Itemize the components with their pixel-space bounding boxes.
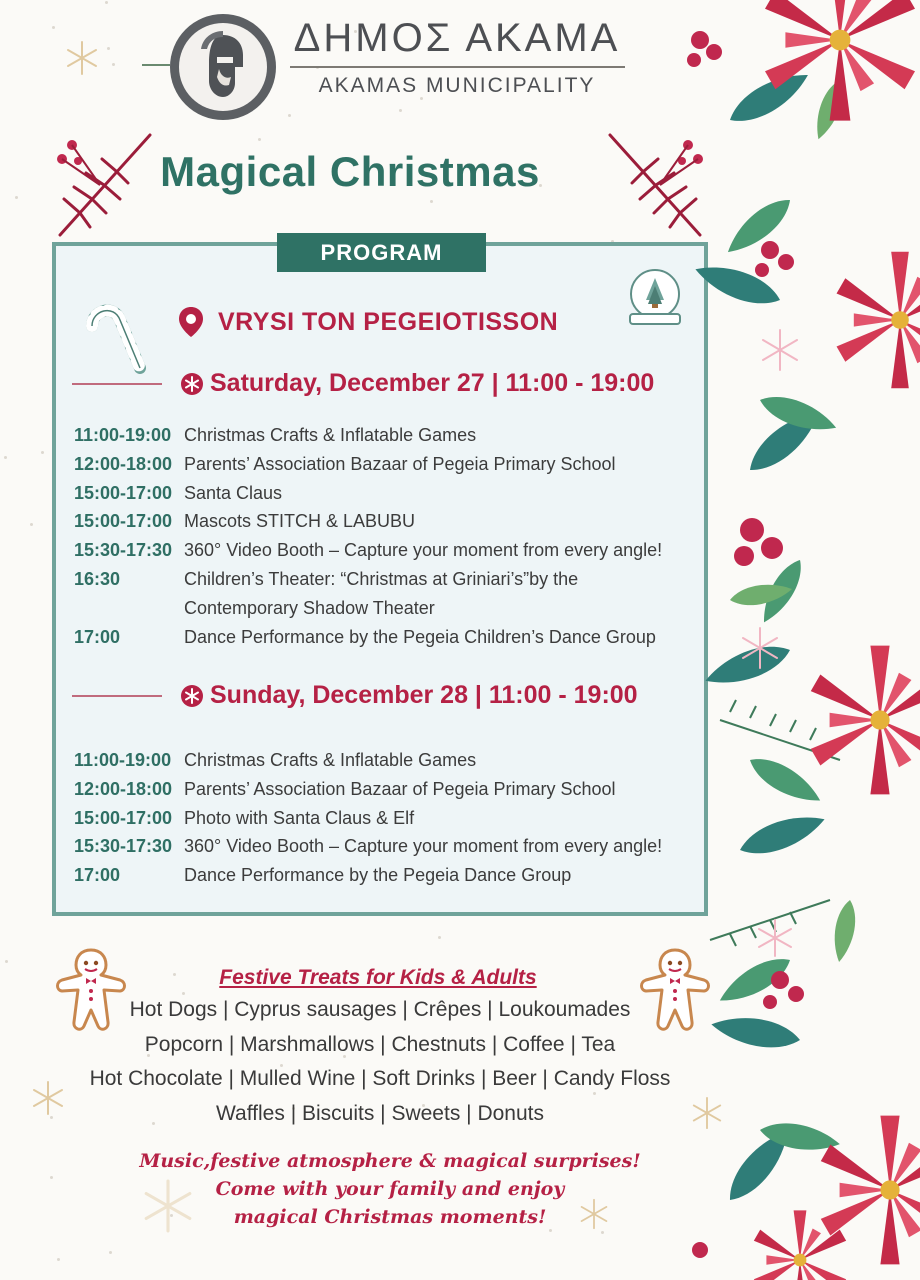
page-title: Magical Christmas: [160, 148, 540, 195]
event-description: Christmas Crafts & Inflatable Games: [184, 750, 477, 770]
background-speck: [50, 1176, 53, 1179]
logo-rule-left: [142, 64, 170, 66]
day-heading-sunday: [72, 681, 638, 710]
candy-cane-icon: [80, 298, 150, 378]
snowflake-badge-icon: [180, 684, 204, 708]
schedule-row: [74, 536, 694, 565]
event-description: Parents’ Association Bazaar of Pegeia Primary School: [184, 778, 616, 799]
event-time: 15:30-17:30: [74, 836, 173, 857]
municipality-name-greek: ΔΗΜΟΣ ΑΚΑΜΑ: [293, 16, 621, 60]
treats-line: Popcorn | Marshmallows | Chestnuts | Coffee | Tea: [144, 1033, 616, 1056]
closing-line: Come with your family and enjoy: [215, 1178, 565, 1200]
closing-line: magical Christmas moments!: [233, 1206, 547, 1228]
venue-name: VRYSI TON PEGEIOTISSON: [218, 307, 559, 336]
schedule-row: [74, 623, 694, 652]
schedule-row: [74, 804, 694, 833]
event-description: 360° Video Booth – Capture your moment from every angle!: [184, 836, 663, 857]
background-speck: [593, 1092, 596, 1095]
venue: [178, 306, 558, 338]
event-time: 17:00: [74, 865, 121, 886]
background-speck: [4, 456, 7, 459]
snowflake-icon: [64, 40, 100, 76]
background-speck: [112, 63, 115, 66]
day-heading-text: Sunday, December 28 | 11:00 - 19:00: [210, 681, 638, 709]
gingerbread-man-left-icon: [50, 944, 132, 1036]
day-heading-saturday: [72, 369, 654, 398]
background-speck: [41, 451, 44, 454]
snowflake-icon: [578, 1198, 610, 1230]
event-time: 15:00-17:00: [74, 807, 173, 828]
background-speck: [601, 1231, 604, 1234]
background-speck: [399, 109, 402, 112]
schedule-row: [74, 746, 694, 775]
background-speck: [182, 992, 185, 995]
background-speck: [438, 936, 441, 939]
event-description: Christmas Crafts & Inflatable Games: [184, 425, 477, 445]
poinsettia-holly-border: [640, 0, 920, 1280]
event-time: 15:00-17:00: [74, 482, 173, 503]
background-speck: [107, 47, 110, 50]
background-speck: [15, 196, 18, 199]
day-divider: [72, 695, 162, 697]
event-description: Dance Performance by the Pegeia Children’s Dance Group: [184, 626, 656, 647]
background-speck: [105, 1, 108, 4]
event-description: Children’s Theater: “Christmas at Griniari’s”by the Contemporary Shadow Theater: [184, 568, 579, 618]
event-description: 360° Video Booth – Capture your moment from every angle!: [184, 540, 663, 561]
background-speck: [430, 200, 433, 203]
location-pin-icon: [178, 306, 204, 338]
background-speck: [258, 138, 261, 141]
event-description: Photo with Santa Claus & Elf: [184, 807, 415, 828]
treats-line: Hot Dogs | Cyprus sausages | Crêpes | Loukoumades: [129, 998, 631, 1021]
event-time: 11:00-19:00: [74, 425, 172, 445]
event-time: 16:30: [74, 568, 121, 589]
event-time: 15:30-17:30: [74, 540, 173, 561]
event-description: Santa Claus: [184, 482, 283, 503]
program-tab: PROGRAM: [277, 233, 486, 272]
schedule-row: [74, 421, 694, 450]
treats-title: Festive Treats for Kids & Adults: [219, 966, 537, 989]
schedule-row: [74, 832, 694, 861]
background-speck: [52, 26, 55, 29]
treats-line: Hot Chocolate | Mulled Wine | Soft Drinks | Beer | Candy Floss: [89, 1067, 671, 1090]
snowflake-badge-icon: [180, 372, 204, 396]
background-speck: [173, 973, 176, 976]
municipality-name-english: AKAMAS MUNICIPALITY: [318, 74, 596, 97]
background-speck: [57, 1258, 60, 1261]
event-time: 12:00-18:00: [74, 778, 173, 799]
schedule-row: [74, 479, 694, 508]
snowflake-icon: [140, 1178, 196, 1234]
event-time: 11:00-19:00: [74, 750, 172, 770]
schedule-row: [74, 775, 694, 804]
background-speck: [30, 523, 33, 526]
warrior-helmet-icon: [183, 27, 263, 107]
event-description: Dance Performance by the Pegeia Dance Group: [184, 865, 572, 886]
event-description: Parents’ Association Bazaar of Pegeia Primary School: [184, 453, 616, 474]
schedule-row: [74, 507, 694, 536]
background-speck: [5, 960, 8, 963]
municipality-rule: [290, 66, 625, 68]
schedule-row: [74, 861, 694, 890]
day-divider: [72, 383, 162, 385]
event-time: 17:00: [74, 626, 121, 647]
treats-line: Waffles | Biscuits | Sweets | Donuts: [216, 1102, 544, 1125]
background-speck: [109, 1251, 112, 1254]
snowflake-icon: [30, 1080, 66, 1116]
event-time: 15:00-17:00: [74, 511, 173, 532]
closing-line: Music,festive atmosphere & magical surprises!: [139, 1150, 641, 1172]
day-heading-text: Saturday, December 27 | 11:00 - 19:00: [210, 369, 655, 397]
event-description: Mascots STITCH & LABUBU: [184, 511, 416, 532]
schedule-row: [74, 565, 694, 623]
municipality-logo: [170, 14, 276, 120]
schedule-saturday: [74, 421, 694, 651]
background-speck: [549, 1229, 552, 1232]
background-speck: [288, 114, 291, 117]
schedule-row: [74, 450, 694, 479]
event-time: 12:00-18:00: [74, 453, 173, 474]
schedule-sunday: [74, 746, 694, 890]
